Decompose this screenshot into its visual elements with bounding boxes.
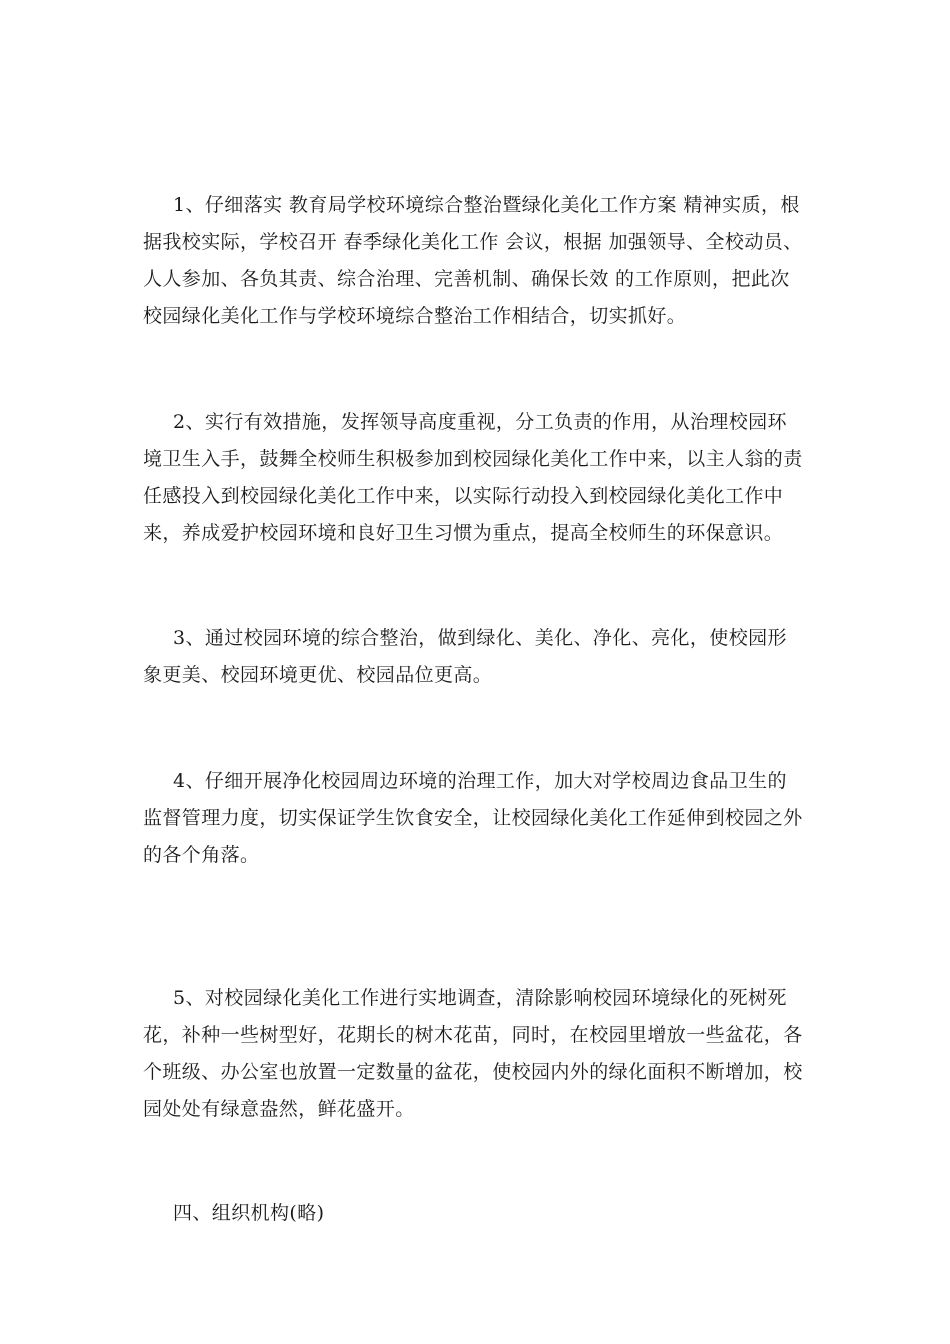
paragraph-3: 3、通过校园环境的综合整治，做到绿化、美化、净化、亮化，使校园形象更美、校园环境更优、校园品位更高。	[143, 627, 787, 686]
section-heading-organization: 四、组织机构(略)	[173, 1202, 325, 1224]
paragraph-1: 1、仔细落实 教育局学校环境综合整治暨绿化美化工作方案 精神实质，根据我校实际，学校召开 春季绿化美化工作 会议，根据 加强领导、全校动员、人人参加、各负其责、综合治理、完善机制、确保长效 的工作原则，把此次校园绿化美化工作与学校环境综合整治工作相结合，切实抓好。	[143, 194, 803, 327]
paragraph-4: 4、仔细开展净化校园周边环境的治理工作，加大对学校周边食品卫生的监督管理力度，切实保证学生饮食安全，让校园绿化美化工作延伸到校园之外的各个角落。	[143, 770, 803, 866]
paragraph-2: 2、实行有效措施，发挥领导高度重视，分工负责的作用，从治理校园环境卫生入手，鼓舞全校师生积极参加到校园绿化美化工作中来，以主人翁的责任感投入到校园绿化美化工作中来，以实际行动投入到校园绿化美化工作中来，养成爱护校园环境和良好卫生习惯为重点，提高全校师生的环保意识。	[143, 411, 803, 544]
paragraph-5: 5、对校园绿化美化工作进行实地调查，清除影响校园环境绿化的死树死花，补种一些树型好，花期长的树木花苗，同时，在校园里增放一些盆花，各个班级、办公室也放置一定数量的盆花，使校园内外的绿化面积不断增加，校园处处有绿意盎然，鲜花盛开。	[143, 987, 803, 1120]
